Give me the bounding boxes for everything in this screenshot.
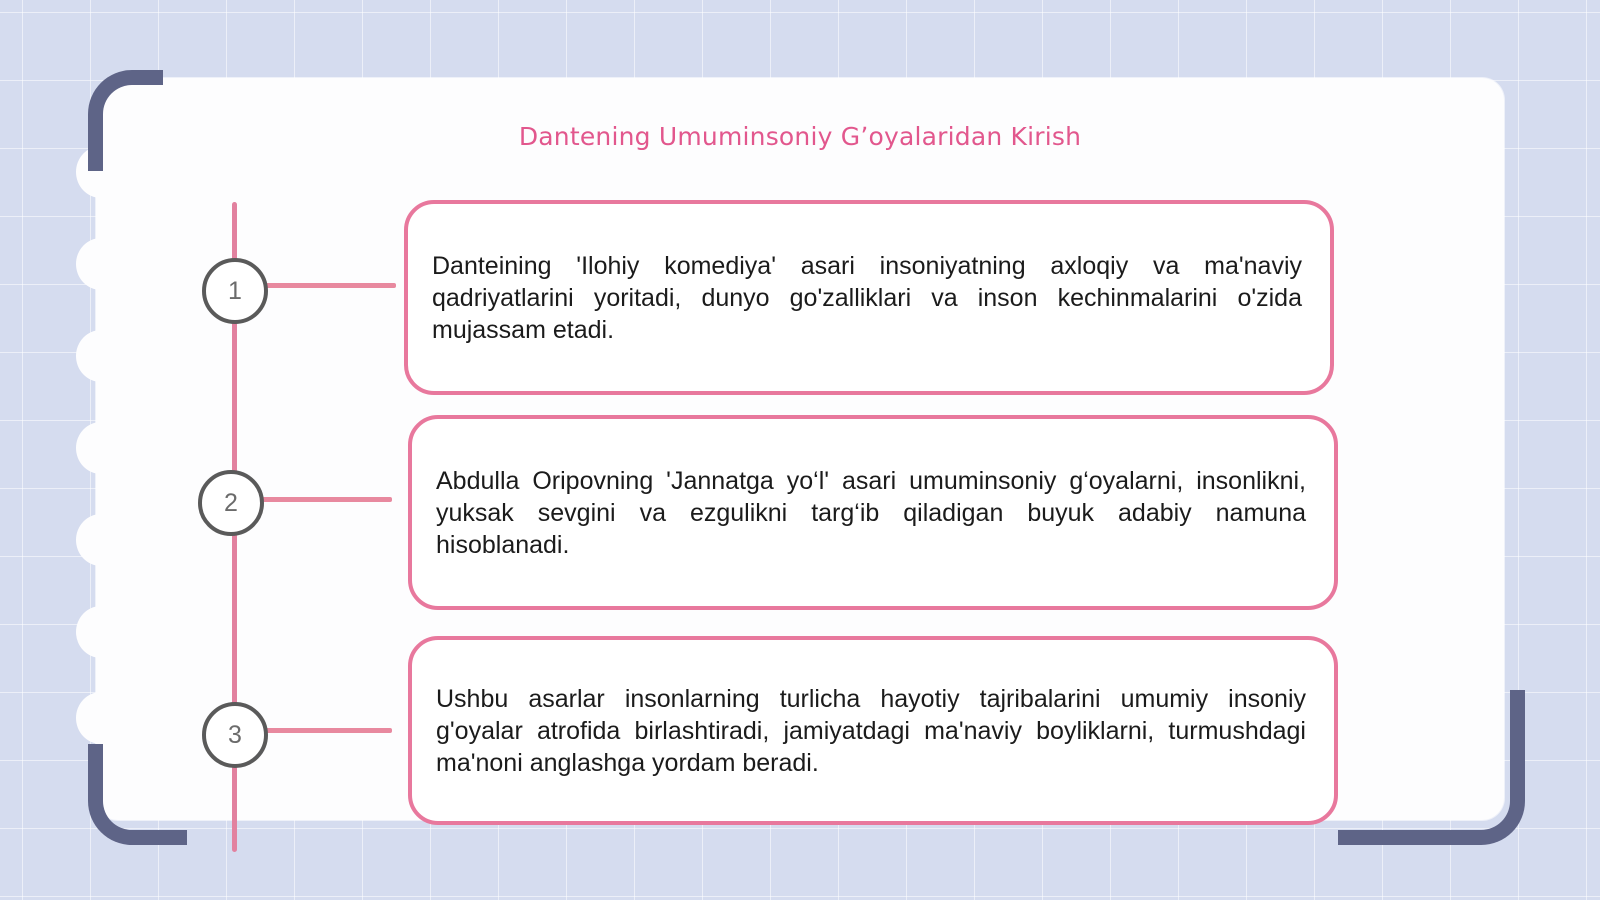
card-scallop (76, 422, 126, 474)
timeline-connector (262, 283, 396, 288)
corner-bracket-bottom-left (88, 744, 187, 845)
page-title: Dantening Umuminsoniy Gʼoyalaridan Kirish (518, 122, 1082, 151)
step-number-circle: 3 (202, 702, 268, 768)
point-text: Ushbu asarlar insonlarning turlicha hayotiy tajribalarini umumiy insoniy g'oyalar atrofida birlashtiradi, jamiyatdagi ma'naviy boyliklarni, turmushdagi ma'noni anglashga yordam beradi. (436, 684, 1306, 777)
point-card (408, 636, 1338, 825)
timeline-connector (258, 497, 392, 502)
card-scallop (76, 330, 126, 382)
point-card (404, 200, 1334, 395)
card-scallop (76, 606, 126, 658)
card-scallop (76, 238, 126, 290)
corner-bracket-top-left (88, 70, 163, 171)
timeline-connector (262, 728, 392, 733)
point-card (408, 415, 1338, 610)
card-scallop (76, 692, 126, 744)
step-number-circle: 2 (198, 470, 264, 536)
corner-bracket-bottom-right (1338, 690, 1525, 845)
point-text: Danteining 'Ilohiy komediya' asari insoniyatning axloqiy va ma'naviy qadriyatlarini yoritadi, dunyo go'zalliklari va inson kechinmalarini o'zida mujassam etadi. (432, 251, 1302, 344)
card-scallop (76, 514, 126, 566)
point-text: Abdulla Oripovning 'Jannatga yo‘l' asari umuminsoniy g‘oyalarni, insonlikni, yuksak sevgini va ezgulikni targ‘ib qiladigan buyuk adabiy namuna hisoblanadi. (436, 466, 1306, 559)
step-number-circle: 1 (202, 258, 268, 324)
